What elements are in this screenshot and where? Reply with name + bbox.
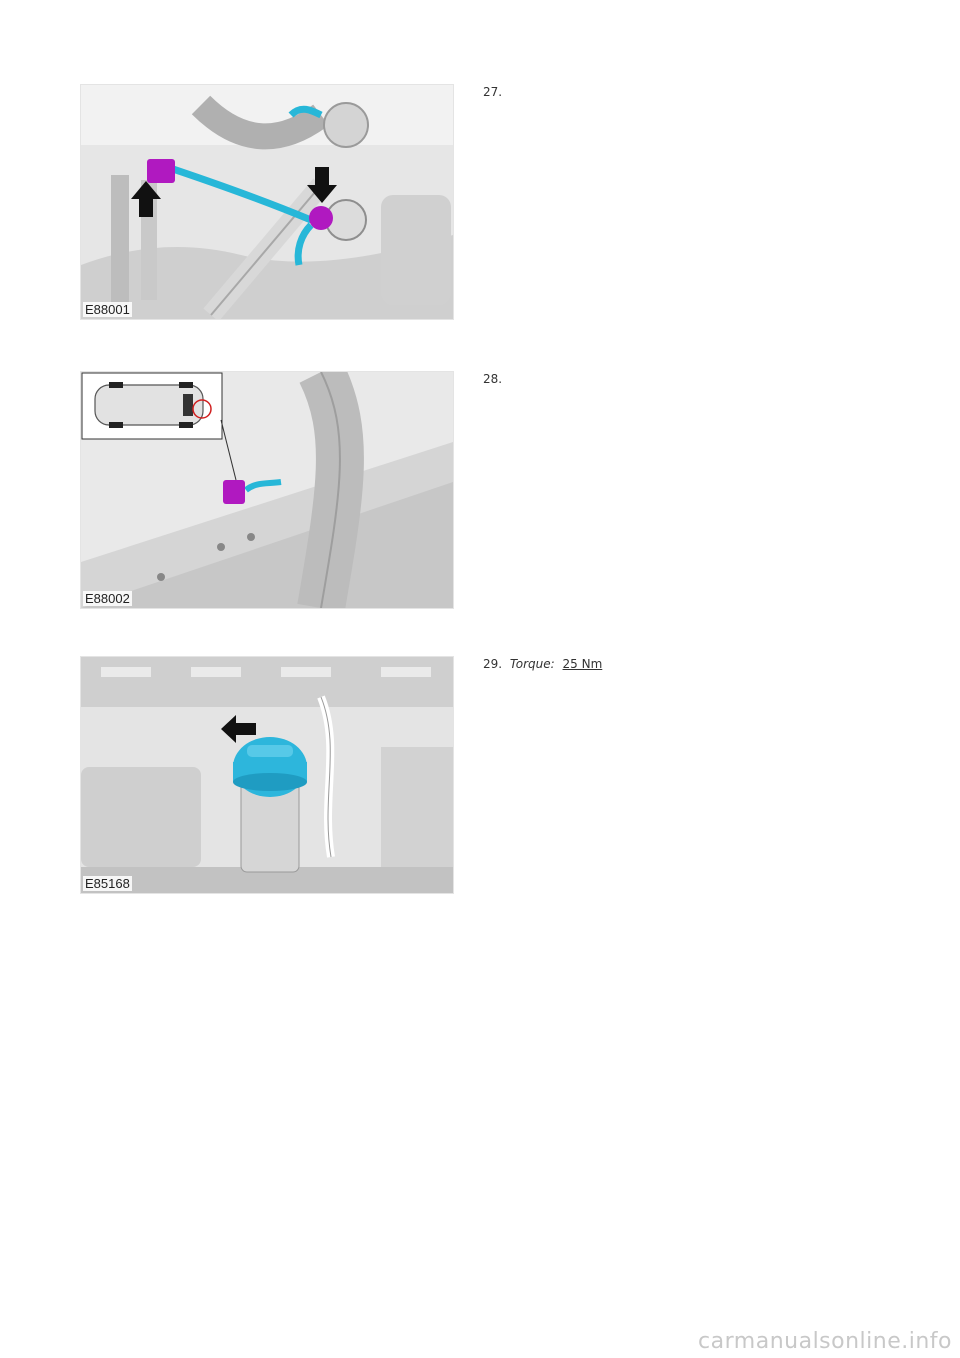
figure-e85168 xyxy=(80,656,454,894)
step-number: 29. xyxy=(483,657,503,671)
figure-label: E85168 xyxy=(85,876,130,891)
watermark: carmanualsonline.info xyxy=(698,1329,952,1354)
figure-label: E88001 xyxy=(85,302,130,317)
torque-label: Torque: xyxy=(509,657,555,671)
figure-e88002 xyxy=(80,371,454,609)
filter-illustration xyxy=(81,657,453,893)
torque-value-link[interactable]: 25 Nm xyxy=(562,657,603,671)
step-text xyxy=(483,371,506,387)
engine-illustration xyxy=(81,85,453,319)
step-text xyxy=(483,656,602,672)
step-number: 28. xyxy=(483,372,503,386)
figure-e88001 xyxy=(80,84,454,320)
figure-label: E88002 xyxy=(85,591,130,606)
underbody-illustration xyxy=(81,372,453,608)
step-number: 27. xyxy=(483,85,503,99)
step-text xyxy=(483,84,506,100)
